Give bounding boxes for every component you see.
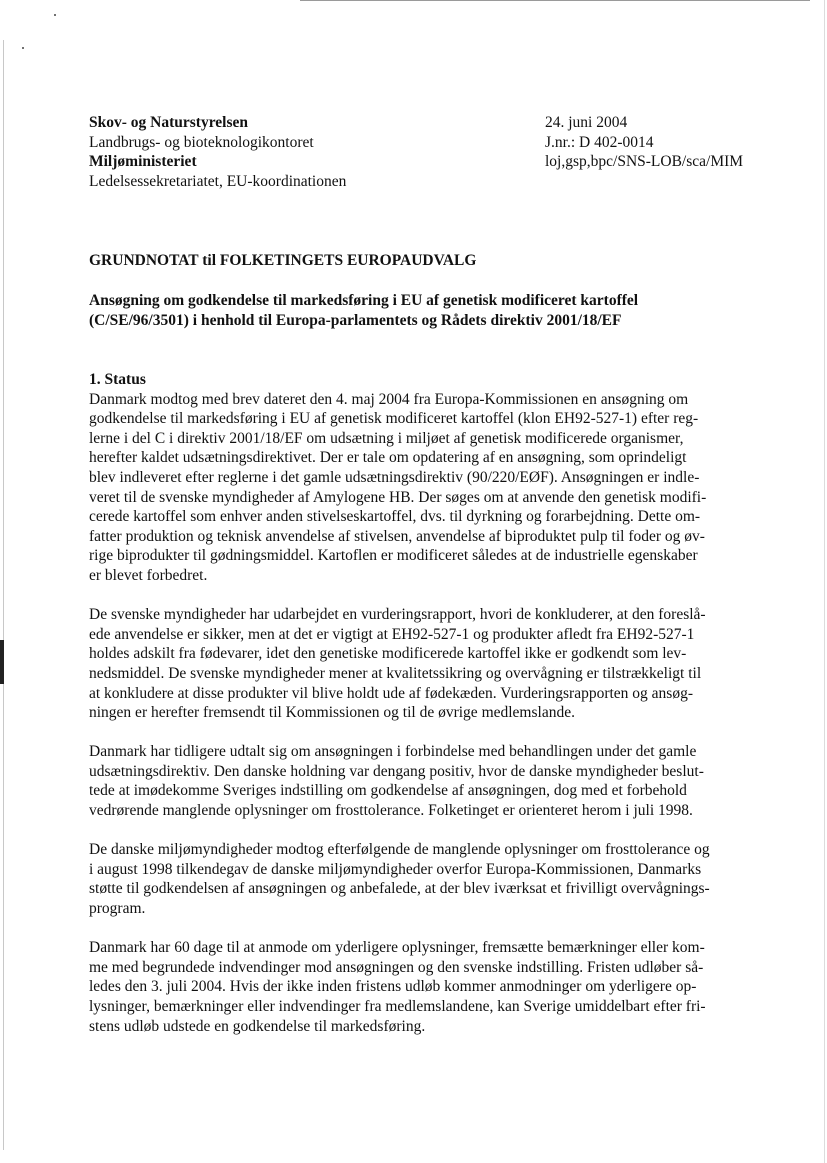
paragraph-line: lerne i del C i direktiv 2001/18/EF om udsætning i miljøet af genetisk modificerede organismer,	[89, 429, 684, 447]
paragraph-line: godkendelse til markedsføring i EU af genetisk modificeret kartoffel (klon EH92-527-1) efter reg-	[89, 410, 699, 428]
paragraph-line: lysninger, bemærkninger eller indvendinger fra medlemslandene, kan Sverige umiddelbart efter fri-	[89, 998, 706, 1015]
document-date: 24. juni 2004	[545, 114, 628, 131]
section-heading-status: 1. Status	[89, 371, 146, 388]
paragraph	[89, 840, 761, 918]
scan-edge-top	[300, 0, 810, 1]
paragraph-line: er blevet forbedret.	[89, 566, 208, 584]
paragraph-line: rige biprodukter til gødningsmiddel. Kartoflen er modificeret således at de industrielle egenskaber	[89, 547, 698, 565]
paragraph-line: støtte til godkendelsen af ansøgningen og anbefalede, at der blev iværksat et frivilligt overvågnings-	[89, 880, 710, 898]
reference-block	[545, 113, 743, 172]
sender-ministry: Miljøministeriet	[89, 153, 197, 171]
scan-edge-right	[824, 0, 825, 1163]
sender-block	[89, 113, 346, 191]
document-subject	[89, 291, 638, 330]
paragraph	[89, 605, 761, 723]
paragraph-line: veret til de svenske myndigheder af Amylogene HB. Der søges om at anvende den genetisk modifi-	[89, 488, 707, 506]
paragraph-line: ede anvendelse er sikker, men at det er vigtigt at EH92-527-1 og produkter afledt fra EH92-527-1	[89, 625, 695, 643]
paragraph-line: tede at imødekomme Sveriges indstilling om godkendelse af ansøgningen, dog med et forbehold	[89, 782, 687, 800]
journal-number: J.nr.: D 402-0014	[545, 133, 654, 151]
paragraph-line: i august 1998 tilkendegav de danske miljømyndigheder overfor Europa-Kommissionen, Danmarks	[89, 860, 702, 878]
paragraph-line: me med begrundede indvendinger mod ansøgningen og den svenske indstilling. Fristen udløber så-	[89, 958, 704, 976]
paragraph-line: Danmark har 60 dage til at anmode om yderligere oplysninger, fremsætte bemærkninger eller kom-	[89, 939, 705, 957]
subject-line: (C/SE/96/3501) i henhold til Europa-parlamentets og Rådets direktiv 2001/18/EF	[89, 311, 622, 329]
sender-agency: Skov- og Naturstyrelsen	[89, 114, 249, 131]
paragraph-line: De svenske myndigheder har udarbejdet en vurderingsrapport, hvori de konkluderer, at den foreslå-	[89, 606, 706, 624]
paragraph-line: ningen er herefter fremsendt til Kommissionen og til de øvrige medlemslande.	[89, 704, 575, 722]
paragraph-line: De danske miljømyndigheder modtog efterfølgende de manglende oplysninger om frosttolerance og	[89, 841, 710, 859]
paragraph-line: stens udløb udstede en godkendelse til markedsføring.	[89, 1017, 426, 1035]
paragraph-line: vedrørende manglende oplysninger om frosttolerance. Folketinget er orienteret herom i juli 1998.	[89, 802, 693, 820]
paragraph	[89, 742, 761, 820]
scan-margin-mark	[0, 640, 4, 684]
document-body	[89, 370, 761, 1056]
paragraph-line: holdes adskilt fra fødevarer, idet den genetiske modificerede kartoffel ikke er godkendt som lev-	[89, 645, 687, 663]
scan-edge-left	[3, 40, 4, 1150]
initials-reference: loj,gsp,bpc/SNS-LOB/sca/MIM	[545, 153, 744, 171]
scan-speck	[54, 14, 56, 16]
paragraph-line: ledes den 3. juli 2004. Hvis der ikke inden fristens udløb kommer anmodninger om yderligere op-	[89, 978, 697, 996]
document-title: GRUNDNOTAT til FOLKETINGETS EUROPAUDVALG	[89, 252, 477, 269]
sender-secretariat: Ledelsessekretariatet, EU-koordinationen	[89, 172, 347, 190]
paragraph-line: herefter kaldet udsætningsdirektivet. Der er tale om opdatering af en ansøgning, som oprindeligt	[89, 449, 687, 467]
subject-line: Ansøgning om godkendelse til markedsføring i EU af genetisk modificeret kartoffel	[89, 292, 639, 309]
paragraph-line: fatter produktion og teknisk anvendelse af stivelsen, anvendelse af biproduktet pulp til foder og øv-	[89, 527, 705, 545]
scan-speck	[22, 47, 24, 49]
paragraph-line: cerede kartoffel som enhver anden stivelseskartoffel, dvs. til dyrkning og forarbejdning. Dette om-	[89, 508, 701, 526]
paragraph-line: udsætningsdirektiv. Den danske holdning var dengang positiv, hvor de danske myndigheder beslut-	[89, 762, 704, 780]
paragraph	[89, 938, 761, 1036]
paragraph-line: Danmark har tidligere udtalt sig om ansøgningen i forbindelse med behandlingen under det gamle	[89, 743, 697, 761]
paragraph-line: program.	[89, 900, 146, 918]
paragraph-line: Danmark modtog med brev dateret den 4. maj 2004 fra Europa-Kommissionen en ansøgning om	[89, 390, 689, 408]
paragraph-line: at konkludere at disse produkter vil blive holdt ude af fødekæden. Vurderingsrapporten og ansøg-	[89, 684, 693, 702]
paragraph-line: blev indleveret efter reglerne i det gamle udsætningsdirektiv (90/220/EØF). Ansøgningen er indle-	[89, 468, 700, 486]
sender-office: Landbrugs- og bioteknologikontoret	[89, 133, 314, 151]
section-paragraphs	[89, 390, 761, 1037]
paragraph-line: nedsmiddel. De svenske myndigheder mener at kvalitetssikring og overvågning er tilstrækkeligt til	[89, 664, 702, 682]
paragraph	[89, 390, 761, 586]
